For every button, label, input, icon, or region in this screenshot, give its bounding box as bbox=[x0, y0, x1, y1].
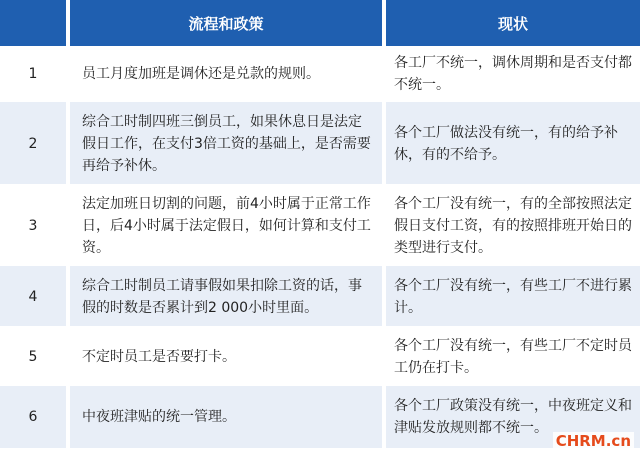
row-number: 3 bbox=[28, 218, 38, 234]
table-row bbox=[0, 186, 640, 266]
row-policy: 中夜班津贴的统一管理。 bbox=[70, 386, 382, 448]
row-number: 6 bbox=[0, 386, 66, 448]
row-policy: 综合工时制四班三倒员工，如果休息日是法定假日工作，在支付3倍工资的基础上，是否需要再给予补休。 bbox=[70, 102, 382, 186]
row-policy: 法定加班日切割的问题，前4小时属于正常工作日，后4小时属于法定假日，如何计算和支付工资。 bbox=[82, 196, 371, 256]
header-status: 现状 bbox=[386, 0, 640, 46]
row-status: 各个工厂没有统一，有些工厂不定时员工仍在打卡。 bbox=[394, 338, 632, 376]
row-policy: 综合工时制员工请事假如果扣除工资的话，事假的时数是否累计到2 000小时里面。 bbox=[70, 266, 382, 328]
row-status: 各个工厂没有统一，有的全部按照法定假日支付工资，有的按照排班开始日的类型进行支付。 bbox=[394, 196, 632, 256]
table-row bbox=[0, 102, 640, 186]
header-number bbox=[0, 0, 66, 46]
table-header bbox=[0, 0, 640, 46]
table-row bbox=[0, 266, 640, 328]
watermark-logo: CHRM.cn bbox=[553, 432, 634, 450]
table-row bbox=[0, 328, 640, 386]
row-status: 各工厂不统一，调休周期和是否支付都不统一。 bbox=[394, 55, 632, 93]
table-row bbox=[0, 386, 640, 448]
row-policy: 员工月度加班是调休还是兑款的规则。 bbox=[82, 66, 320, 82]
table-row bbox=[0, 46, 640, 102]
row-number: 1 bbox=[28, 66, 38, 82]
row-policy: 不定时员工是否要打卡。 bbox=[82, 349, 236, 365]
row-number: 2 bbox=[0, 102, 66, 186]
row-status: 各个工厂政策没有统一，中夜班定义和津贴发放规则都不统一。 bbox=[386, 386, 640, 448]
row-status: 各个工厂做法没有统一，有的给予补休，有的不给予。 bbox=[386, 102, 640, 186]
row-number: 5 bbox=[28, 349, 38, 365]
header-policy: 流程和政策 bbox=[70, 0, 382, 46]
row-number: 4 bbox=[0, 266, 66, 328]
row-status: 各个工厂没有统一，有些工厂不进行累计。 bbox=[386, 266, 640, 328]
